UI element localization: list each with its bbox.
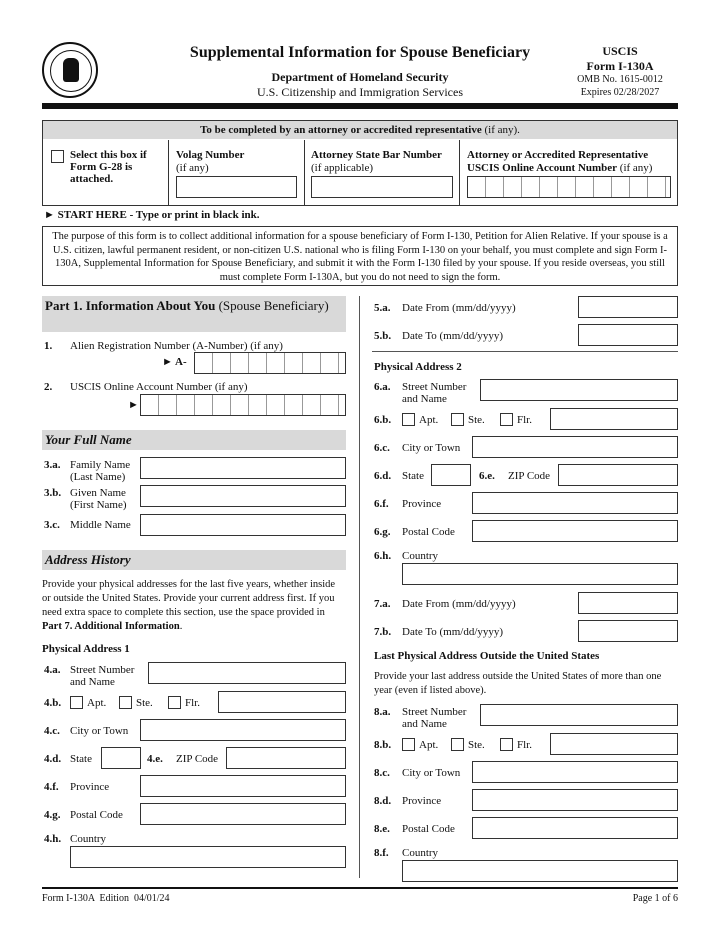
q8a-number: 8.a. [374,706,391,718]
apt-checkbox-1[interactable] [70,696,83,709]
attorney-online-account-input[interactable] [467,176,671,198]
country-label-8: Country [402,847,439,859]
online-account-label-2: USCIS Online Account Number (if any) [467,162,653,174]
date-from-input-7[interactable] [578,592,678,614]
form-title: Supplemental Information for Spouse Beneficiary [189,44,531,61]
part1-header: Part 1. Information About You (Spouse Beneficiary) [42,296,346,332]
last-address-text: Provide your last address outside the United States of more than one year (even if listed above). [374,671,662,696]
q6d-number: 6.d. [374,470,392,482]
family-name-input[interactable] [140,457,346,479]
attorney-divider-1 [168,140,169,205]
q4f-number: 4.f. [44,781,59,793]
q3c-number: 3.c. [44,519,60,531]
q3a-number: 3.a. [44,459,61,471]
apt-label-1: Apt. [87,697,107,709]
agency: U.S. Citizenship and Immigration Services [257,85,463,99]
page-number: Page 1 of 6 [632,893,678,904]
city-input-8[interactable] [472,761,678,783]
province-input-2[interactable] [472,492,678,514]
q8d-number: 8.d. [374,795,392,807]
q6c-number: 6.c. [374,442,390,454]
online-account-label: Attorney or Accredited Representative [467,149,649,161]
ste-checkbox-8[interactable] [451,738,464,751]
city-label-2: City or Town [402,442,461,454]
street-input-1[interactable] [148,662,346,684]
flr-checkbox-8[interactable] [500,738,513,751]
column-divider [359,296,360,878]
province-input-8[interactable] [472,789,678,811]
q4g-number: 4.g. [44,809,61,821]
last-address-heading: Last Physical Address Outside the United States [374,650,600,662]
postal-code-label-1: Postal Code [70,809,123,821]
postal-code-label-2: Postal Code [402,526,455,538]
q4d-number: 4.d. [44,753,62,765]
state-select-1[interactable] [101,747,141,769]
city-input-1[interactable] [140,719,346,741]
given-name-input[interactable] [140,485,346,507]
q2-label: USCIS Online Account Number (if any) [70,381,248,393]
apt-label-8: Apt. [419,739,439,751]
apt-checkbox-8[interactable] [402,738,415,751]
street-input-8[interactable] [480,704,678,726]
q1-label: Alien Registration Number (A-Number) (if any) [70,340,283,352]
city-label-1: City or Town [70,725,129,737]
city-input-2[interactable] [472,436,678,458]
q6b-number: 6.b. [374,414,392,426]
date-from-input-5[interactable] [578,296,678,318]
state-select-2[interactable] [431,464,471,486]
q8b-number: 8.b. [374,739,392,751]
ste-label-8: Ste. [468,739,485,751]
q3b-number: 3.b. [44,487,62,499]
zip-label-2: ZIP Code [508,470,551,482]
flr-checkbox-2[interactable] [500,413,513,426]
flr-label-1: Flr. [185,697,200,709]
q4a-number: 4.a. [44,664,61,676]
omb-number: OMB No. 1615-0012 [577,74,663,85]
volag-sublabel: (if any) [176,162,209,174]
middle-name-input[interactable] [140,514,346,536]
street-label-2: Street Number and Name [402,381,467,405]
country-input-2[interactable] [402,563,678,585]
online-account-input[interactable] [140,394,346,416]
unit-number-input-1[interactable] [218,691,346,713]
q6e-number: 6.e. [479,470,495,482]
middle-name-label: Middle Name [70,519,131,531]
province-input-1[interactable] [140,775,346,797]
unit-number-input-8[interactable] [550,733,678,755]
street-label-8: Street Number and Name [402,706,467,730]
q5a-number: 5.a. [374,302,391,314]
zip-input-2[interactable] [558,464,678,486]
online-arrow-icon: ► [128,399,139,411]
apt-checkbox-2[interactable] [402,413,415,426]
state-label-1: State [70,753,92,765]
postal-code-input-1[interactable] [140,803,346,825]
ste-checkbox-2[interactable] [451,413,464,426]
form-number: Form I-130A [586,59,654,73]
q6h-number: 6.h. [374,550,392,562]
g28-label: Select this box if Form G-28 is attached. [70,149,147,185]
g28-checkbox[interactable] [51,150,64,163]
date-from-label-7: Date From (mm/dd/yyyy) [402,598,516,610]
physical-address-1-heading: Physical Address 1 [42,643,130,655]
flr-label-2: Flr. [517,414,532,426]
address-history-heading: Address History [42,550,346,570]
q2-number: 2. [44,381,53,393]
date-to-input-5[interactable] [578,324,678,346]
country-input-1[interactable] [70,846,346,868]
bar-number-sublabel: (if applicable) [311,162,373,174]
attorney-bar: To be completed by an attorney or accredited representative (if any). [43,121,677,139]
date-to-label-7: Date To (mm/dd/yyyy) [402,626,504,638]
state-label-2: State [402,470,424,482]
date-to-label-5: Date To (mm/dd/yyyy) [402,330,504,342]
a-number-prefix: ► A- [162,356,187,368]
q8e-number: 8.e. [374,823,390,835]
attorney-divider-3 [459,140,460,205]
start-here: ► START HERE - Type or print in black ink. [44,209,260,221]
purpose-box: The purpose of this form is to collect additional information for a spouse beneficiary of Form I-130, Petition for Alien Relative. If your spouse is a U.S. citizen, lawful permanent resident, or non-citizen U.S. national who is filing Form I-130 on your behalf, you must complete and sign Form I-130A, Supplemental Information for Spouse Beneficiary, and submit it with the Form I-130 filed by your spouse. If you reside overseas, you still must complete Form I-130A, but you do not need to sign the form. [42,226,678,286]
physical-address-2-heading: Physical Address 2 [374,361,462,373]
q4h-number: 4.h. [44,833,62,845]
country-label-2: Country [402,550,439,562]
uscis-label: USCIS [602,44,638,58]
flr-checkbox-1[interactable] [168,696,181,709]
postal-code-input-8[interactable] [472,817,678,839]
attorney-divider-2 [304,140,305,205]
ste-label-2: Ste. [468,414,485,426]
bar-number-label: Attorney State Bar Number [311,149,442,161]
street-label-1: Street Number and Name [70,664,135,688]
zip-input-1[interactable] [226,747,346,769]
postal-code-input-2[interactable] [472,520,678,542]
footer-rule [42,887,678,889]
address-history-text: Provide your physical addresses for the last five years, whether inside or outside the United States. Provide your current address first. If you need extra space to complete this section, use the space provided in Part 7. Additional Information. [42,579,336,632]
q4c-number: 4.c. [44,725,60,737]
date-to-input-7[interactable] [578,620,678,642]
q6f-number: 6.f. [374,498,389,510]
country-input-8[interactable] [402,860,678,882]
q6a-number: 6.a. [374,381,391,393]
city-label-8: City or Town [402,767,461,779]
q7b-number: 7.b. [374,626,392,638]
bar-number-input[interactable] [311,176,453,198]
ste-checkbox-1[interactable] [119,696,132,709]
q4b-number: 4.b. [44,697,62,709]
flr-label-8: Flr. [517,739,532,751]
a-number-input[interactable] [194,352,346,374]
expiration-date: Expires 02/28/2027 [580,87,660,98]
volag-number-input[interactable] [176,176,297,198]
dhs-seal [42,42,98,98]
q8c-number: 8.c. [374,767,390,779]
province-label-2: Province [402,498,442,510]
apt-label-2: Apt. [419,414,439,426]
family-name-label: Family Name (Last Name) [70,459,131,483]
date-from-label-5: Date From (mm/dd/yyyy) [402,302,516,314]
ste-label-1: Ste. [136,697,153,709]
q5b-number: 5.b. [374,330,392,342]
q8f-number: 8.f. [374,847,389,859]
unit-number-input-2[interactable] [550,408,678,430]
street-input-2[interactable] [480,379,678,401]
q6g-number: 6.g. [374,526,391,538]
q7a-number: 7.a. [374,598,391,610]
header-rule [42,103,678,109]
department: Department of Homeland Security [271,70,449,84]
zip-label-1: ZIP Code [176,753,219,765]
q4e-number: 4.e. [147,753,163,765]
postal-code-label-8: Postal Code [402,823,455,835]
q1-number: 1. [44,340,53,352]
province-label-1: Province [70,781,110,793]
full-name-heading: Your Full Name [42,430,346,450]
footer-edition: Form I-130A Edition 04/01/24 [42,893,170,904]
given-name-label: Given Name (First Name) [70,487,127,511]
divider-5 [372,351,678,352]
volag-label: Volag Number [176,149,245,161]
province-label-8: Province [402,795,442,807]
country-label-1: Country [70,833,107,845]
